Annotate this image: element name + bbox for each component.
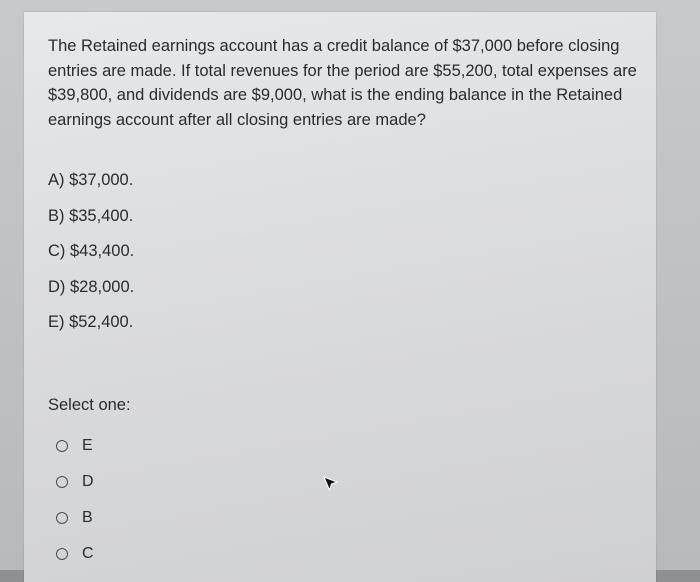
answer-choice-d: D) $28,000. (48, 277, 135, 296)
radio-option-label: B (82, 509, 93, 526)
radio-button-icon[interactable] (56, 440, 68, 452)
radio-option-e[interactable] (56, 428, 94, 464)
radio-button-icon[interactable] (56, 476, 68, 488)
answer-choice-c: C) $43,400. (48, 242, 135, 260)
answer-choice-a: A) $37,000. (48, 171, 134, 189)
radio-option-label: D (82, 473, 94, 490)
question-text: The Retained earnings account has a credit balance of $37,000 before closing entries are made. If total revenues for the period are $55,200, total expenses are $39,800, and dividends are $9,000, what is the ending balance in the Retained earnings account after all closing entries are made? (48, 37, 637, 129)
radio-option-b[interactable] (56, 500, 94, 536)
select-one-label: Select one: (48, 396, 131, 414)
radio-options (56, 428, 94, 572)
radio-option-c[interactable] (56, 536, 94, 572)
answer-list (48, 168, 134, 346)
radio-option-label: E (82, 437, 93, 454)
mouse-pointer-icon (322, 475, 340, 493)
answer-choice-b: B) $35,400. (48, 206, 134, 225)
answer-choice-e: E) $52,400. (48, 313, 134, 331)
radio-button-icon[interactable] (56, 512, 68, 524)
radio-option-d[interactable] (56, 464, 94, 500)
radio-button-icon[interactable] (56, 548, 68, 560)
radio-option-label: C (82, 545, 94, 562)
